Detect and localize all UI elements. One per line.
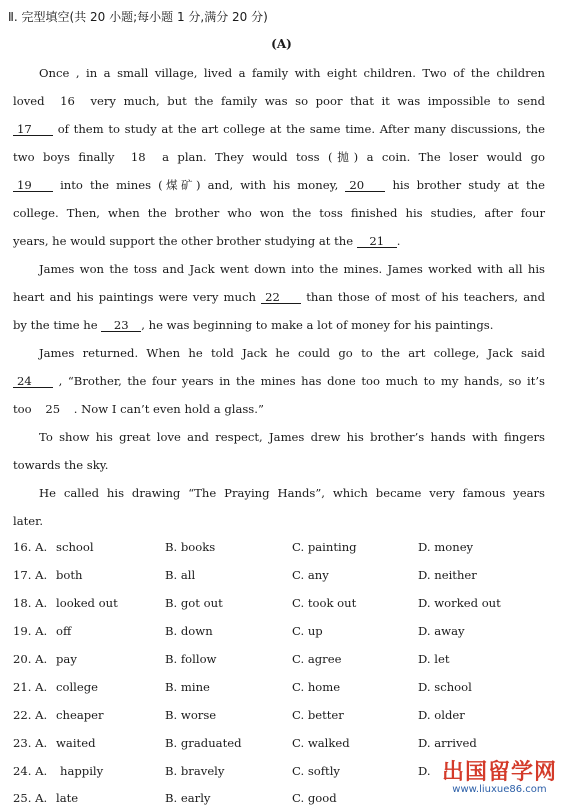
passage-line: towards the sky.: [13, 458, 109, 472]
passage-line: [13, 318, 545, 332]
passage-line: [13, 178, 545, 192]
passage-line: [13, 150, 545, 164]
option-b: B. mine: [165, 680, 210, 694]
option-b: B. worse: [165, 708, 217, 722]
option-c: C. agree: [292, 652, 342, 666]
text: .: [396, 234, 401, 248]
option-c: C. painting: [292, 540, 357, 554]
watermark-title: 出国留学网: [441, 760, 557, 785]
text: by the time he: [13, 318, 98, 332]
option-b: B. got out: [165, 596, 223, 610]
passage-line: James won the toss and Jack went down into the mines. James worked with all his: [39, 262, 545, 276]
site-watermark: [442, 755, 557, 795]
blank-24: 24: [13, 375, 53, 388]
text: too: [13, 402, 32, 416]
text: , he was beginning to make a lot of money for his paintings.: [141, 318, 494, 332]
option-d: D. away: [418, 624, 465, 638]
option-d: D. school: [418, 680, 472, 694]
question-number: 17. A.: [13, 568, 48, 582]
passage-line: James returned. When he told Jack he could go to the art college, Jack said: [39, 346, 545, 360]
option-b: B. bravely: [165, 764, 225, 778]
passage-label: (A): [271, 37, 292, 51]
option-d: D.: [418, 764, 431, 778]
question-number: 25. A.: [13, 791, 48, 805]
text: of them to study at the art college at the same time. After many discussions, the: [57, 122, 546, 136]
option-a: cheaper: [56, 708, 104, 722]
option-b: B. early: [165, 791, 211, 805]
watermark-url: www.liuxue86.com: [452, 784, 547, 795]
blank-25: 25: [45, 402, 61, 416]
passage-line: [13, 374, 545, 388]
option-a: waited: [56, 736, 96, 750]
passage-line: [13, 234, 545, 248]
option-c: C. better: [292, 708, 344, 722]
question-number: 19. A.: [13, 624, 48, 638]
blank-22: 22: [261, 291, 301, 304]
option-d: D. older: [418, 708, 465, 722]
blank-21: 21: [357, 235, 397, 248]
text: a plan. They would toss (抛) a coin. The loser would go: [162, 150, 545, 164]
option-d: D. let: [418, 652, 450, 666]
option-d: D. arrived: [418, 736, 477, 750]
blank-23: 23: [101, 319, 141, 332]
option-a: school: [56, 540, 94, 554]
text: years, he would support the other brother studying at the: [13, 234, 354, 248]
blank-16: 16: [60, 94, 75, 108]
option-b: B. books: [165, 540, 216, 554]
option-d: D. worked out: [418, 596, 501, 610]
passage-line: later.: [13, 514, 44, 528]
text: , “Brother, the four years in the mines has done too much to my hands, so it’s: [58, 374, 545, 388]
option-c: C. up: [292, 624, 323, 638]
question-number: 21. A.: [13, 680, 48, 694]
passage-line: He called his drawing “The Praying Hands”, which became very famous years: [39, 486, 545, 500]
question-number: 18. A.: [13, 596, 48, 610]
option-b: B. all: [165, 568, 196, 582]
option-b: B. follow: [165, 652, 217, 666]
passage-line: [13, 402, 545, 416]
question-number: 24. A.: [13, 764, 48, 778]
option-a: both: [56, 568, 83, 582]
option-c: C. any: [292, 568, 329, 582]
option-c: C. home: [292, 680, 341, 694]
option-a: happily: [60, 764, 104, 778]
passage-line: [13, 94, 545, 108]
question-number: 20. A.: [13, 652, 48, 666]
text: . Now I can’t even hold a glass.”: [73, 402, 264, 416]
passage-line: To show his great love and respect, James drew his brother’s hands with fingers: [39, 430, 545, 444]
text: very much, but the family was so poor that it was impossible to send: [90, 94, 545, 108]
text: heart and his paintings were very much: [13, 290, 256, 304]
blank-18: 18: [130, 150, 146, 164]
option-a: late: [56, 791, 79, 805]
option-c: C. took out: [292, 596, 357, 610]
option-c: C. softly: [292, 764, 340, 778]
blank-19: 19: [13, 179, 53, 192]
blank-17: 17: [13, 123, 53, 136]
question-number: 16. A.: [13, 540, 48, 554]
passage-line: [13, 122, 545, 136]
blank-20: 20: [345, 179, 385, 192]
passage-line: [13, 290, 545, 304]
option-c: C. good: [292, 791, 337, 805]
option-a: looked out: [56, 596, 118, 610]
option-d: D. money: [418, 540, 474, 554]
option-a: pay: [56, 652, 77, 666]
question-number: 22. A.: [13, 708, 48, 722]
text: two boys finally: [13, 150, 115, 164]
question-number: 23. A.: [13, 736, 48, 750]
text: into the mines (煤矿) and, with his money,: [60, 178, 339, 192]
text: loved: [13, 94, 45, 108]
section-title: Ⅱ. 完型填空(共 20 小题;每小题 1 分,满分 20 分): [8, 10, 268, 24]
text: his brother study at the: [392, 178, 546, 192]
option-a: college: [56, 680, 99, 694]
passage-line: college. Then, when the brother who won the toss finished his studies, after four: [13, 206, 545, 220]
option-b: B. graduated: [165, 736, 242, 750]
passage-line: Once , in a small village, lived a family with eight children. Two of the children: [39, 66, 545, 80]
option-a: off: [56, 624, 72, 638]
option-d: D. neither: [418, 568, 477, 582]
option-b: B. down: [165, 624, 213, 638]
text: than those of most of his teachers, and: [306, 290, 546, 304]
option-c: C. walked: [292, 736, 350, 750]
